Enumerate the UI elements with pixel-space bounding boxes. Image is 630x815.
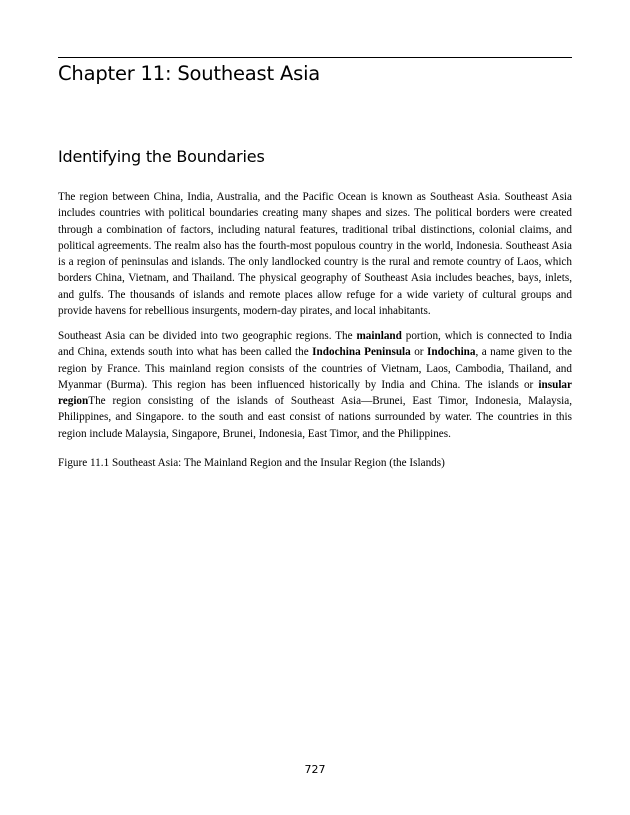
paragraph-text: portion, which is connected to India and China, extends south into what has been called the (58, 330, 573, 359)
paragraph-text: The region consisting of the islands of Southeast Asia—Brunei, East Timor, Indonesia, Malaysia, Philippines, and Singapore. to the south and east consist of nations surrounded by water. The countries in this region include Malaysia, Singapore, Brunei, Indonesia, East Timor, and the Philippines. (58, 395, 572, 440)
paragraph-text: Southeast Asia can be divided into two geographic regions. The (58, 330, 357, 342)
header-rule (58, 57, 572, 58)
page-number: 727 (304, 763, 326, 776)
term-insular-region: insular region (58, 378, 572, 408)
figure-caption: Figure 11.1 Southeast Asia: The Mainland Region and the Insular Region (the Islands) (58, 457, 445, 469)
paragraph-text: or (410, 346, 427, 359)
chapter-title: Chapter 11: Southeast Asia (58, 62, 321, 85)
term-mainland: mainland (356, 330, 402, 342)
term-indochina: Indochina (427, 346, 476, 359)
body-paragraph-2 (58, 328, 572, 442)
term-indochina-peninsula: Indochina Peninsula (312, 346, 411, 359)
body-paragraph-1: The region between China, India, Australia, and the Pacific Ocean is known as Southeast Asia. Southeast Asia includes countries with political boundaries creating many shapes and sizes. The political borders were created through a combination of factors, including natural features, traditional tribal distinctions, colonial claims, and political agreements. The realm also has the fourth-most populous country in the world, Indonesia. Southeast Asia is a region of peninsulas and islands. The only landlocked country is the rural and remote country of Laos, which borders China, Vietnam, and Thailand. The physical geography of Southeast Asia includes beaches, bays, inlets, and gulfs. The thousands of islands and remote places allow refuge for a wide variety of cultural groups and provide havens for rebellious insurgents, modern-day pirates, and local inhabitants. (58, 191, 572, 318)
section-heading: Identifying the Boundaries (58, 147, 265, 166)
paragraph-text: , a name given to the region by France. This mainland region consists of the countries of Vietnam, Laos, Cambodia, Thailand, and Myanmar (Burma). This region has been influenced historically by India and China. The islands or (58, 346, 572, 391)
